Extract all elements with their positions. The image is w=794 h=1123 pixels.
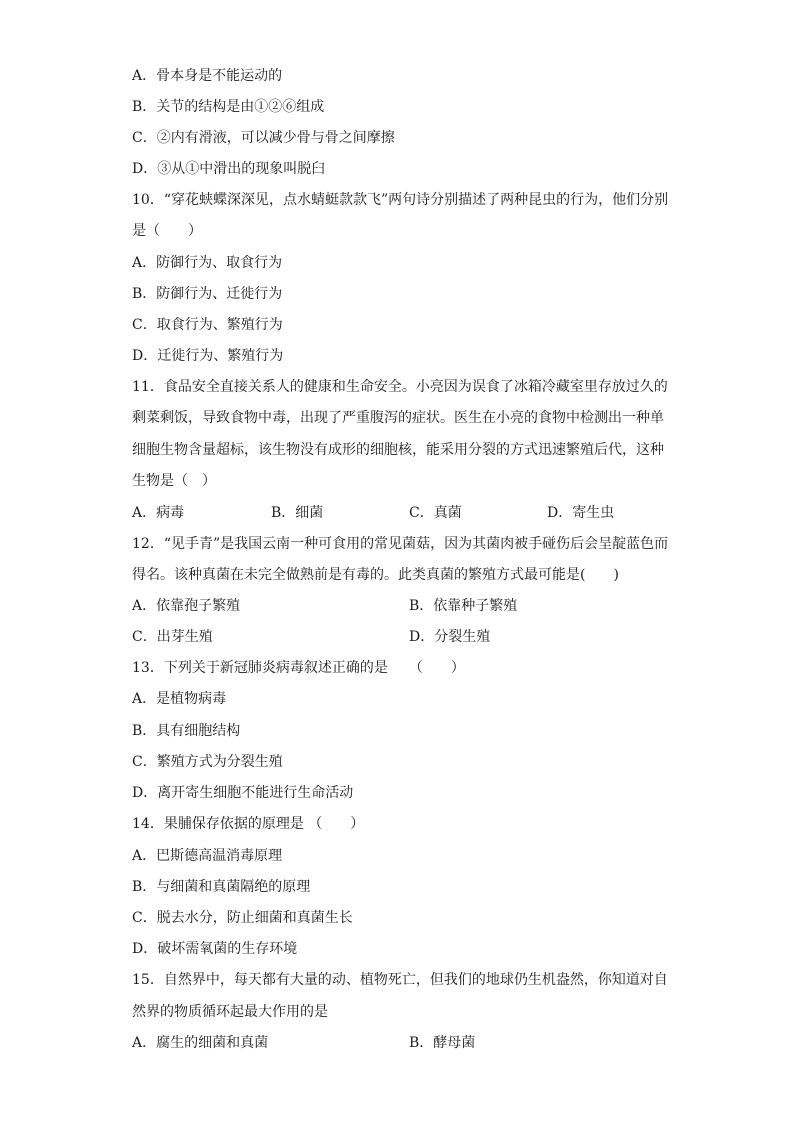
q11-stem-line-1: 11．食品安全直接关系人的健康和生命安全。小亮因为误食了冰箱冷藏室里存放过久的 xyxy=(132,379,668,395)
q9-option-c: C．②内有滑液，可以减少骨与骨之间摩擦 xyxy=(132,130,395,146)
q12-option-c: C．出芽生殖 xyxy=(132,629,213,645)
q10-option-b: B．防御行为、迁徙行为 xyxy=(132,286,283,302)
q12-option-b: B．依靠种子繁殖 xyxy=(409,598,518,614)
q12-stem-line-2: 得名。该种真菌在未完全做熟前是有毒的。此类真菌的繁殖方式最可能是( ) xyxy=(132,567,619,583)
q12-stem-line-1: 12．“见手青”是我国云南一种可食用的常见菌菇，因为其菌肉被手碰伤后会呈靛蓝色而 xyxy=(132,536,669,552)
q15-stem-line-1: 15．自然界中，每天都有大量的动、植物死亡，但我们的地球仍生机盎然，你知道对自 xyxy=(132,972,668,988)
q9-option-d: D．③从①中滑出的现象叫脱臼 xyxy=(132,161,326,177)
q10-option-d: D．迁徙行为、繁殖行为 xyxy=(132,348,284,364)
q13-option-c: C．繁殖方式为分裂生殖 xyxy=(132,754,283,770)
q14-stem: 14．果脯保存依据的原理是 （ ） xyxy=(132,816,365,832)
q11-option-a: A．病毒 xyxy=(132,505,185,521)
q10-stem-line-2: 是（ ） xyxy=(132,223,202,239)
q14-option-d: D．破坏需氧菌的生存环境 xyxy=(132,941,298,957)
q14-option-a: A．巴斯德高温消毒原理 xyxy=(132,848,283,864)
q15-option-b: B．酵母菌 xyxy=(409,1035,476,1051)
q12-option-a: A．依靠孢子繁殖 xyxy=(132,598,241,614)
q14-option-c: C．脱去水分，防止细菌和真菌生长 xyxy=(132,910,353,926)
q9-option-b: B．关节的结构是由①②⑥组成 xyxy=(132,99,325,115)
q13-option-a: A．是植物病毒 xyxy=(132,691,227,707)
q15-option-a: A．腐生的细菌和真菌 xyxy=(132,1035,269,1051)
q10-stem-line-1: 10．“穿花蛱蝶深深见，点水蜻蜓款款飞”两句诗分别描述了两种昆虫的行为，他们分别 xyxy=(132,192,669,208)
q13-stem: 13．下列关于新冠肺炎病毒叙述正确的是 （ ） xyxy=(132,660,465,676)
q11-option-c: C．真菌 xyxy=(409,505,462,521)
q12-option-d: D．分裂生殖 xyxy=(409,629,491,645)
q15-stem-line-2: 然界的物质循环起最大作用的是 xyxy=(132,1004,328,1020)
q11-stem-line-2: 剩菜剩饭，导致食物中毒，出现了严重腹泻的症状。医生在小亮的食物中检测出一种单 xyxy=(132,410,664,426)
q10-option-a: A．防御行为、取食行为 xyxy=(132,255,283,271)
q9-option-a: A．骨本身是不能运动的 xyxy=(132,68,283,84)
q11-stem-line-3: 细胞生物含量超标，该生物没有成形的细胞核，能采用分裂的方式迅速繁殖后代，这种 xyxy=(132,442,664,458)
q11-option-d: D．寄生虫 xyxy=(547,505,615,521)
q10-option-c: C．取食行为、繁殖行为 xyxy=(132,317,283,333)
q13-option-b: B．具有细胞结构 xyxy=(132,723,241,739)
q11-stem-line-4: 生物是（ ） xyxy=(132,473,216,489)
q11-option-b: B．细菌 xyxy=(271,505,324,521)
q13-option-d: D．离开寄生细胞不能进行生命活动 xyxy=(132,785,354,801)
q14-option-b: B．与细菌和真菌隔绝的原理 xyxy=(132,879,311,895)
